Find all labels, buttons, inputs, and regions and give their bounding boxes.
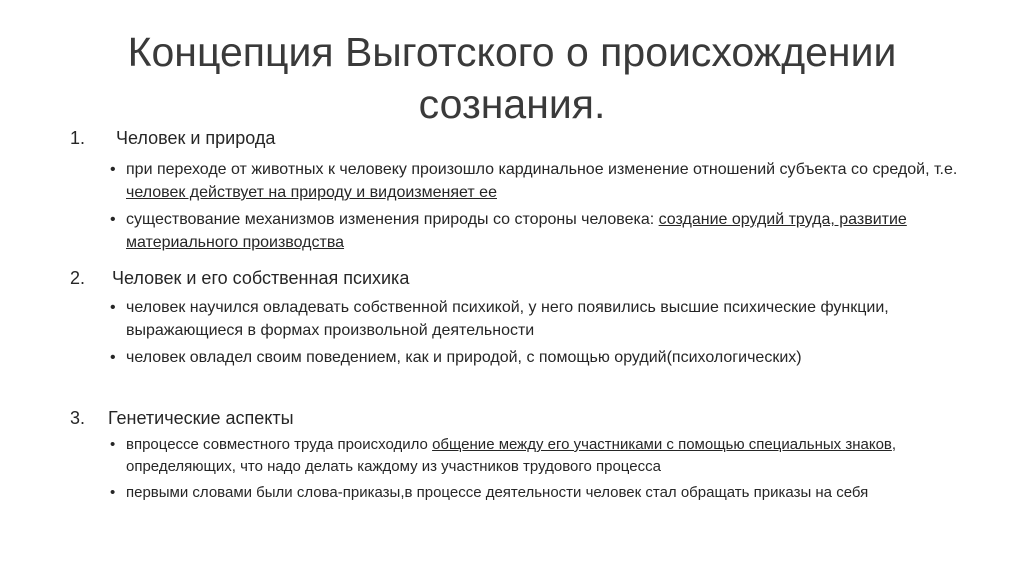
section-label: Генетические аспекты — [108, 408, 294, 428]
section-number: 3. — [70, 408, 86, 428]
bullet-text: существование механизмов изменения природы со стороны человека: — [126, 211, 659, 228]
bullet-dot: • — [110, 484, 116, 501]
section-label: Человек и природа — [116, 128, 276, 148]
bullet-dot: • — [110, 299, 116, 316]
bullet-item — [108, 482, 958, 504]
bullet-list — [108, 158, 958, 258]
section-number: 1. — [70, 128, 86, 148]
bullet-text: при переходе от животных к человеку произошло кардинальное изменение отношений субъекта со средой, т.е. — [126, 161, 958, 178]
bullet-text-tail: , определяющих, что надо делать каждому из участников трудового процесса — [126, 436, 897, 475]
bullet-item — [108, 296, 958, 342]
bullet-dot: • — [110, 161, 116, 178]
bullet-dot: • — [110, 349, 116, 366]
bullet-dot: • — [110, 436, 116, 453]
bullet-list — [108, 296, 958, 373]
underlined-text: создание орудий труда, развитие материального производства — [126, 211, 907, 251]
bullet-text: человек научился овладевать собственной психикой, у него появились высшие психические функции, выражающиеся в формах произвольной деятельности — [126, 299, 889, 339]
bullet-item — [108, 158, 958, 204]
slide-title: Концепция Выготского о происхождении сознания. — [127, 29, 897, 127]
section-label: Человек и его собственная психика — [112, 268, 410, 288]
bullet-item — [108, 208, 958, 254]
underlined-text: общение между его участниками с помощью специальных знаков — [432, 436, 892, 453]
bullet-text: первыми словами были слова-приказы,в процессе деятельности человек стал обращать приказы на себя — [126, 484, 869, 501]
bullet-text: человек овладел своим поведением, как и природой, с помощью орудий(психологических) — [126, 349, 802, 366]
bullet-text: впроцессе совместного труда происходило — [126, 436, 433, 453]
bullet-item — [108, 434, 958, 478]
bullet-list — [108, 434, 958, 508]
bullet-dot: • — [110, 211, 116, 228]
bullet-item — [108, 346, 958, 369]
underlined-text: человек действует на природу и видоизменяет ее — [126, 184, 497, 201]
section-number: 2. — [70, 268, 86, 288]
